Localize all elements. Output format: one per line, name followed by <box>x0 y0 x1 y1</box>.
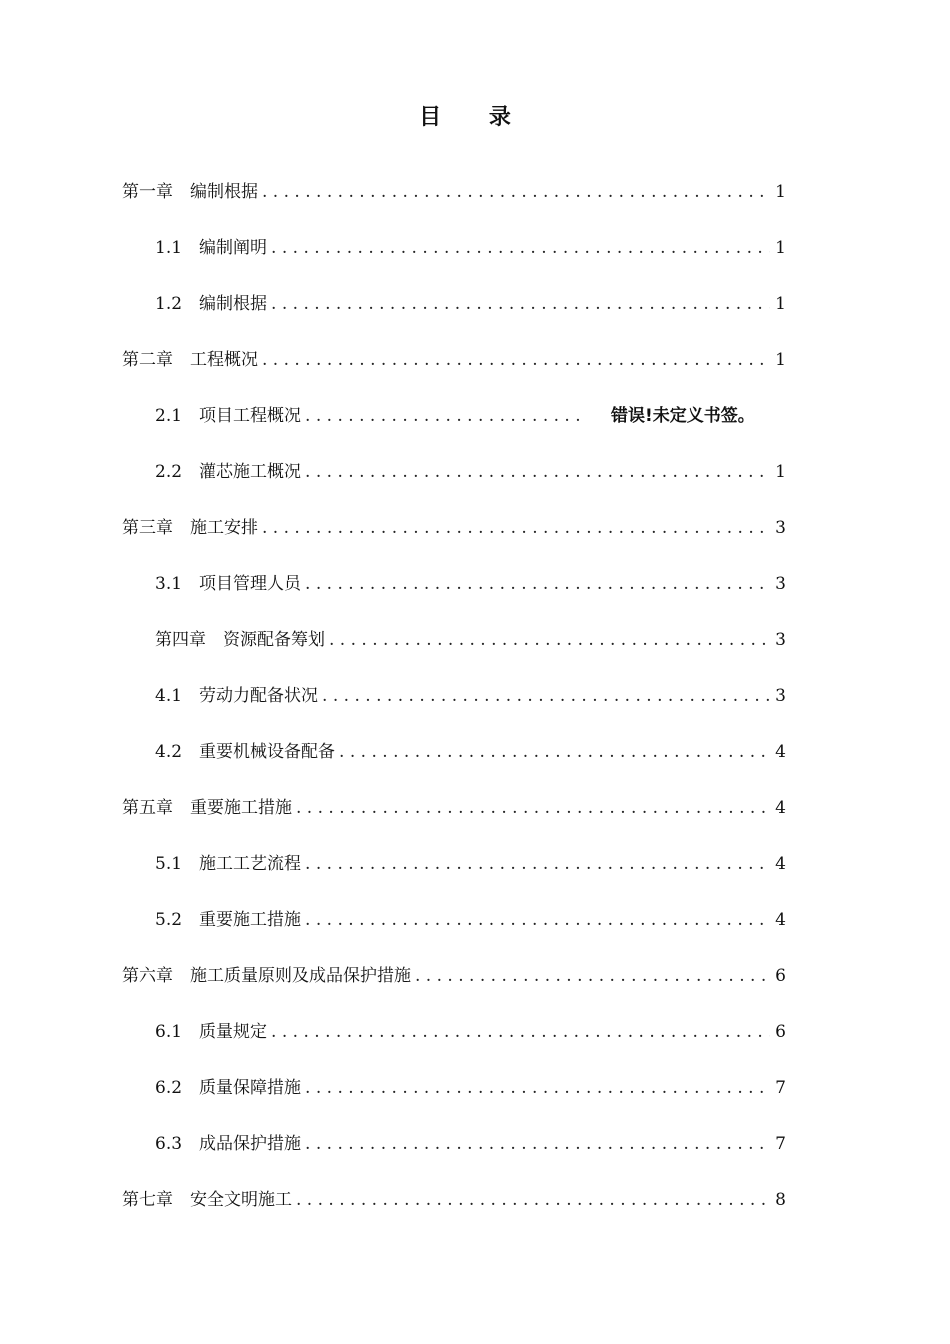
toc-entry-page-error: 错误!未定义书签。 <box>611 406 755 426</box>
toc-entry-page: 8 <box>775 1190 786 1210</box>
toc-entry-page: 6 <box>775 1022 786 1042</box>
toc-entry-page: 3 <box>775 686 786 706</box>
toc-entry-number: 2.2 <box>155 462 183 482</box>
toc-entry-number: 1.2 <box>155 294 183 314</box>
toc-entry-number: 第二章 <box>122 350 173 370</box>
toc-entry-label: 编制根据 <box>190 182 258 202</box>
toc-leader-dots <box>305 574 770 594</box>
toc-leader-dots <box>305 1134 770 1154</box>
toc-entry-page: 4 <box>775 798 786 818</box>
toc-entry-number: 第七章 <box>122 1190 173 1210</box>
toc-entry-page: 4 <box>775 854 786 874</box>
toc-entry[interactable] <box>122 1060 786 1116</box>
toc-entry-number: 1.1 <box>155 238 183 258</box>
toc-entry-page: 1 <box>775 238 786 258</box>
toc-leader-dots <box>296 1190 770 1210</box>
toc-leader-dots <box>305 406 587 426</box>
toc-entry[interactable] <box>122 388 786 444</box>
toc-entry-number: 第六章 <box>122 966 173 986</box>
toc-entry-label: 项目工程概况 <box>199 406 302 426</box>
toc-entry-page: 1 <box>775 462 786 482</box>
toc-entry-label: 灌芯施工概况 <box>199 462 302 482</box>
toc-entry-number: 4.2 <box>155 742 183 762</box>
toc-entry-label: 施工质量原则及成品保护措施 <box>190 966 411 986</box>
toc-entry-label: 质量规定 <box>199 1022 268 1042</box>
toc-entry-page: 1 <box>775 350 786 370</box>
toc-entry[interactable] <box>122 836 786 892</box>
toc-entry-number: 第三章 <box>122 518 173 538</box>
toc-entry-label: 重要机械设备配备 <box>199 742 336 762</box>
toc-entry-number: 4.1 <box>155 686 183 706</box>
toc-entry-label: 编制阐明 <box>199 238 268 258</box>
toc-entry[interactable] <box>122 1172 786 1228</box>
toc-entry-label: 质量保障措施 <box>199 1078 302 1098</box>
toc-entry-label: 资源配备筹划 <box>223 630 325 650</box>
toc-entry-number: 第一章 <box>122 182 173 202</box>
toc-leader-dots <box>322 686 770 706</box>
toc-entry[interactable] <box>122 1116 786 1172</box>
toc-leader-dots <box>329 630 770 650</box>
toc-entry[interactable] <box>122 164 786 220</box>
toc-entry-number: 3.1 <box>155 574 183 594</box>
toc-entry-page: 3 <box>775 574 786 594</box>
toc-leader-dots <box>305 854 770 874</box>
page-title: 目 录 <box>419 105 531 130</box>
toc-entry-page: 7 <box>775 1134 786 1154</box>
toc-entry[interactable] <box>122 668 786 724</box>
toc-entry-number: 5.1 <box>155 854 183 874</box>
toc-leader-dots <box>339 742 770 762</box>
toc-leader-dots <box>305 910 770 930</box>
toc-entry-number: 5.2 <box>155 910 183 930</box>
toc-entry[interactable] <box>122 332 786 388</box>
toc-entry-label: 施工安排 <box>190 518 258 538</box>
toc-entry-page: 4 <box>775 910 786 930</box>
toc-entry-page: 4 <box>775 742 786 762</box>
toc-entry[interactable] <box>122 1004 786 1060</box>
toc-leader-dots <box>262 182 770 202</box>
toc-entry-label: 成品保护措施 <box>199 1134 302 1154</box>
toc-entry[interactable] <box>122 500 786 556</box>
toc-entry[interactable] <box>122 556 786 612</box>
toc-leader-dots <box>271 1022 770 1042</box>
toc-entry-page: 6 <box>775 966 786 986</box>
toc-entry-number: 6.3 <box>155 1134 183 1154</box>
toc-entry-number: 2.1 <box>155 406 183 426</box>
toc-entry-label: 重要施工措施 <box>199 910 302 930</box>
toc-leader-dots <box>305 1078 770 1098</box>
toc-entry-label: 安全文明施工 <box>190 1190 292 1210</box>
toc-entry-page: 3 <box>775 630 786 650</box>
toc-entry-page: 1 <box>775 182 786 202</box>
toc-leader-dots <box>415 966 770 986</box>
toc-entry[interactable] <box>122 276 786 332</box>
toc-entry-label: 工程概况 <box>190 350 258 370</box>
toc-leader-dots <box>271 294 770 314</box>
toc-entry[interactable] <box>122 444 786 500</box>
toc-entry-page: 3 <box>775 518 786 538</box>
toc-entry-label: 劳动力配备状况 <box>199 686 319 706</box>
toc-entry-page: 7 <box>775 1078 786 1098</box>
toc-entry[interactable] <box>122 612 786 668</box>
toc-leader-dots <box>305 462 770 482</box>
toc-leader-dots <box>296 798 770 818</box>
toc-entry-label: 施工工艺流程 <box>199 854 302 874</box>
toc-leader-dots <box>262 518 770 538</box>
toc-entry-page: 1 <box>775 294 786 314</box>
toc-entry[interactable] <box>122 780 786 836</box>
toc-entry[interactable] <box>122 948 786 1004</box>
toc-entry-number: 第五章 <box>122 798 173 818</box>
toc-entry-number: 第四章 <box>155 630 206 650</box>
toc-entry-label: 项目管理人员 <box>199 574 302 594</box>
toc-entry[interactable] <box>122 892 786 948</box>
toc-entry-label: 重要施工措施 <box>190 798 292 818</box>
toc-leader-dots <box>271 238 770 258</box>
toc-leader-dots <box>262 350 770 370</box>
toc-entry-number: 6.2 <box>155 1078 183 1098</box>
toc-entry-label: 编制根据 <box>199 294 268 314</box>
toc-entry[interactable] <box>122 220 786 276</box>
toc-entry[interactable] <box>122 724 786 780</box>
table-of-contents <box>122 164 786 1228</box>
toc-entry-number: 6.1 <box>155 1022 183 1042</box>
